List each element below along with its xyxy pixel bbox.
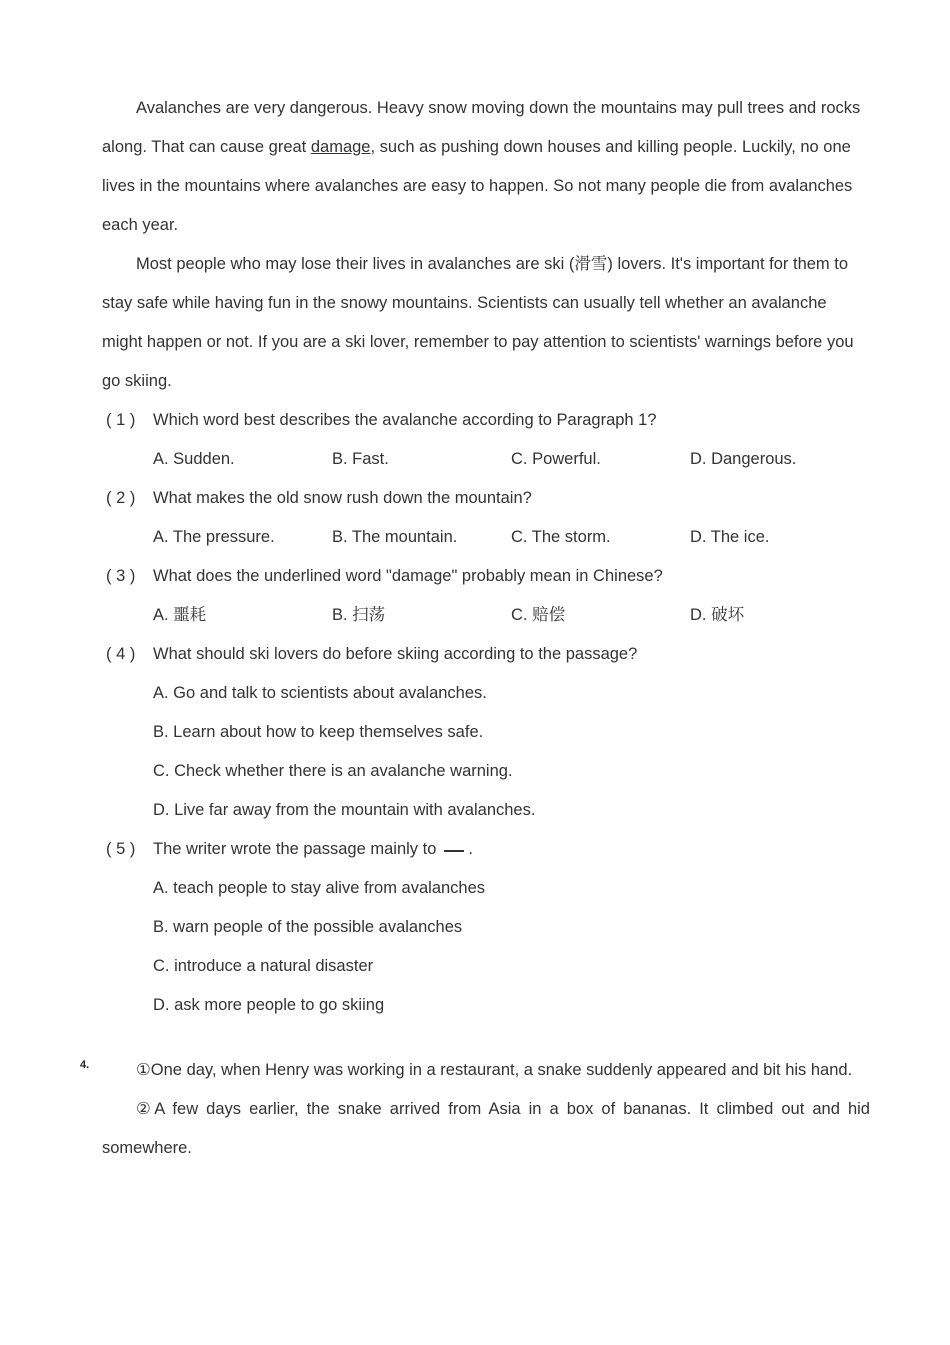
question-5 (102, 830, 870, 869)
option-c-row (102, 752, 870, 791)
question-2-options (102, 518, 870, 557)
question-number: ( 4 ) (106, 645, 136, 663)
option-b[interactable]: B. The mountain. (332, 528, 458, 546)
question-text: What makes the old snow rush down the mountain? (153, 489, 532, 507)
section-number: 4. (80, 1059, 90, 1071)
option-a-row (102, 674, 870, 713)
underlined-word-damage: damage (310, 138, 371, 156)
option-c[interactable]: C. Check whether there is an avalanche warning. (153, 762, 513, 780)
passage-text: Avalanches are very dangerous. Heavy snow moving down the mountains may pull trees and rocks along. That can cause great (102, 99, 861, 156)
question-3 (102, 557, 870, 596)
section-4-paragraph-2: ②A few days earlier, the snake arrived from Asia in a box of bananas. It climbed out and hid somewhere. (102, 1100, 870, 1157)
question-text: What does the underlined word "damage" probably mean in Chinese? (153, 567, 663, 585)
option-b[interactable]: B. warn people of the possible avalanches (153, 918, 463, 936)
option-c[interactable]: C. The storm. (511, 528, 611, 546)
question-1-options (102, 440, 870, 479)
question-text-wrapper (153, 830, 473, 869)
option-c-row (102, 947, 870, 986)
question-number: ( 2 ) (106, 489, 136, 507)
question-1 (102, 401, 870, 440)
option-b[interactable]: B. Learn about how to keep themselves safe. (153, 723, 484, 741)
option-b-row (102, 908, 870, 947)
question-number: ( 1 ) (106, 411, 136, 429)
answer-blank[interactable] (444, 849, 464, 852)
option-d[interactable]: D. The ice. (690, 528, 770, 546)
reading-passage-section (102, 89, 870, 1025)
question-number: ( 3 ) (106, 567, 136, 585)
option-c[interactable]: C. Powerful. (511, 450, 601, 468)
option-a-row (102, 869, 870, 908)
option-a[interactable]: A. Sudden. (153, 450, 235, 468)
option-a[interactable]: A. Go and talk to scientists about avalanches. (153, 684, 487, 702)
option-b[interactable]: B. Fast. (332, 450, 389, 468)
question-3-options (102, 596, 870, 635)
question-text: Which word best describes the avalanche according to Paragraph 1? (153, 411, 657, 429)
option-a[interactable]: A. 噩耗 (153, 606, 207, 624)
option-d-row (102, 791, 870, 830)
question-4 (102, 635, 870, 674)
question-text: The writer wrote the passage mainly to (153, 840, 437, 858)
question-2 (102, 479, 870, 518)
option-b[interactable]: B. 扫荡 (332, 606, 386, 624)
option-d[interactable]: D. Live far away from the mountain with avalanches. (153, 801, 536, 819)
passage-paragraph-1 (102, 89, 870, 245)
option-d[interactable]: D. 破坏 (690, 606, 745, 624)
question-text: What should ski lovers do before skiing according to the passage? (153, 645, 638, 663)
option-d-row (102, 986, 870, 1025)
option-d[interactable]: D. ask more people to go skiing (153, 996, 385, 1014)
option-a[interactable]: A. teach people to stay alive from avalanches (153, 879, 486, 897)
question-number: ( 5 ) (106, 840, 136, 858)
passage-paragraph-2: Most people who may lose their lives in avalanches are ski (滑雪) lovers. It's important for them to stay safe while having fun in the snowy mountains. Scientists can usually tell whether an avalanche might happen or not. If you are a ski lover, remember to pay attention to scientists' warnings before you go skiing. (102, 255, 854, 390)
passage-text: , such as pushing down houses and killing people. Luckily, no one lives in the mountains where avalanches are easy to happen. So not many people die from avalanches each year. (102, 138, 853, 234)
section-4-paragraph-1: ①One day, when Henry was working in a restaurant, a snake suddenly appeared and bit his hand. (136, 1061, 853, 1079)
option-d[interactable]: D. Dangerous. (690, 450, 797, 468)
option-b-row (102, 713, 870, 752)
question-text-end: . (468, 840, 473, 858)
option-c[interactable]: C. introduce a natural disaster (153, 957, 374, 975)
option-a[interactable]: A. The pressure. (153, 528, 275, 546)
option-c[interactable]: C. 赔偿 (511, 606, 566, 624)
section-4-passage (102, 1051, 870, 1168)
